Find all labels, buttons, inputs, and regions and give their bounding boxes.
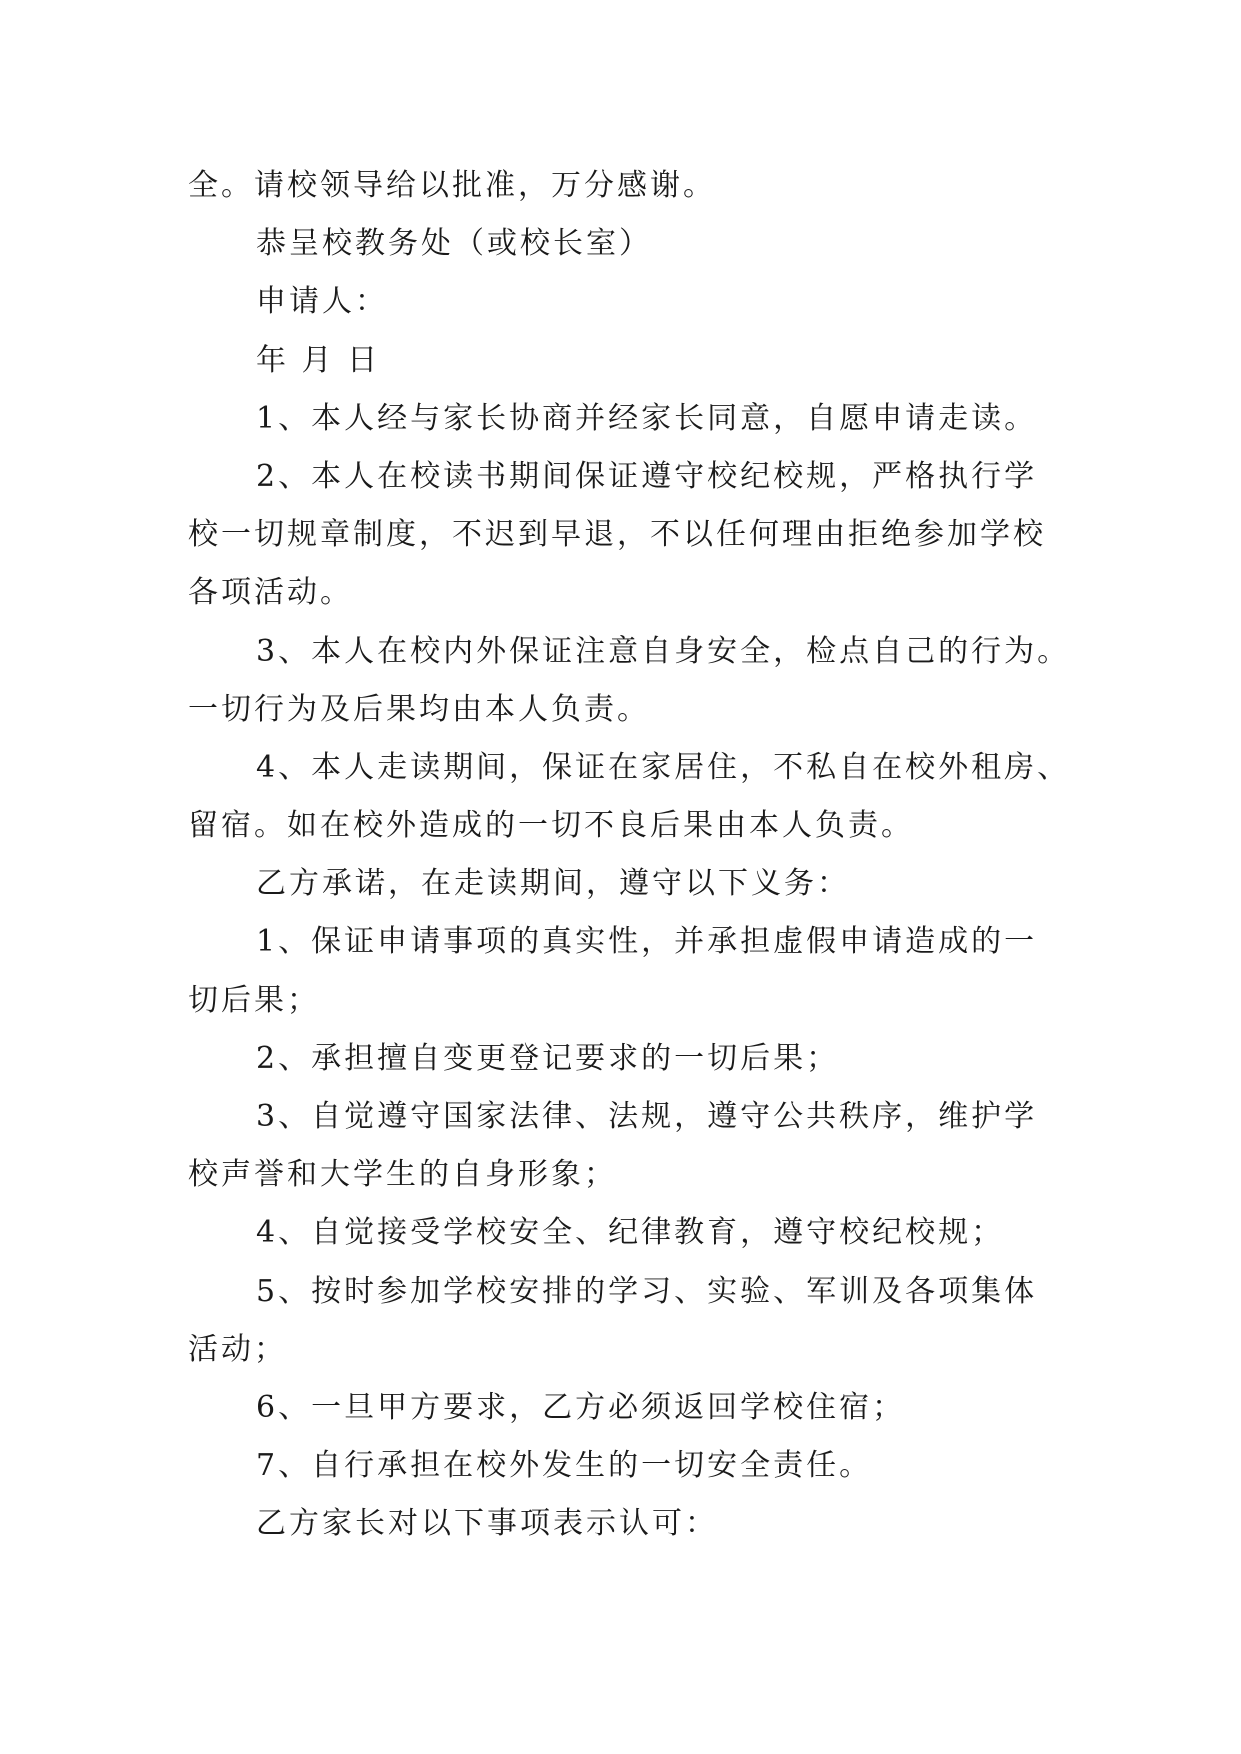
document-body xyxy=(188,157,1071,1554)
text-line: 4、自觉接受学校安全、纪律教育，遵守校纪校规； xyxy=(256,1215,1005,1251)
text-line: 1、本人经与家长协商并经家长同意，自愿申请走读。 xyxy=(256,400,1038,436)
text-line: 4、本人走读期间，保证在家居住，不私自在校外租房、 xyxy=(256,749,1071,785)
text-line: 2、承担擅自变更登记要求的一切后果； xyxy=(256,1040,840,1076)
text-line: 活动； xyxy=(188,1331,287,1367)
text-line: 一切行为及后果均由本人负责。 xyxy=(188,691,650,727)
text-line: 全。请校领导给以批准，万分感谢。 xyxy=(188,168,716,203)
text-line: 1、保证申请事项的真实性，并承担虚假申请造成的一 xyxy=(256,924,1038,960)
text-line: 7、自行承担在校外发生的一切安全责任。 xyxy=(256,1448,873,1484)
text-line: 3、自觉遵守国家法律、法规，遵守公共秩序，维护学 xyxy=(256,1099,1038,1134)
text-line: 留宿。如在校外造成的一切不良后果由本人负责。 xyxy=(188,808,914,844)
text-line: 各项活动。 xyxy=(188,575,353,611)
text-line: 校声誉和大学生的自身形象； xyxy=(188,1157,617,1193)
text-line: 切后果； xyxy=(188,982,320,1018)
text-line: 校一切规章制度，不迟到早退，不以任何理由拒绝参加学校 xyxy=(188,517,1046,553)
text-line: 5、按时参加学校安排的学习、实验、军训及各项集体 xyxy=(256,1273,1038,1309)
text-line: 6、一旦甲方要求，乙方必须返回学校住宿； xyxy=(256,1389,906,1425)
text-line: 年 月 日 xyxy=(256,342,381,378)
text-line: 乙方承诺，在走读期间，遵守以下义务： xyxy=(256,866,850,902)
text-line: 乙方家长对以下事项表示认可： xyxy=(256,1506,718,1542)
text-line: 2、本人在校读书期间保证遵守校纪校规，严格执行学 xyxy=(256,458,1038,494)
text-line: 申请人： xyxy=(256,284,388,320)
text-line: 3、本人在校内外保证注意自身安全，检点自己的行为。 xyxy=(256,633,1071,669)
text-line: 恭呈校教务处（或校长室） xyxy=(256,226,652,262)
